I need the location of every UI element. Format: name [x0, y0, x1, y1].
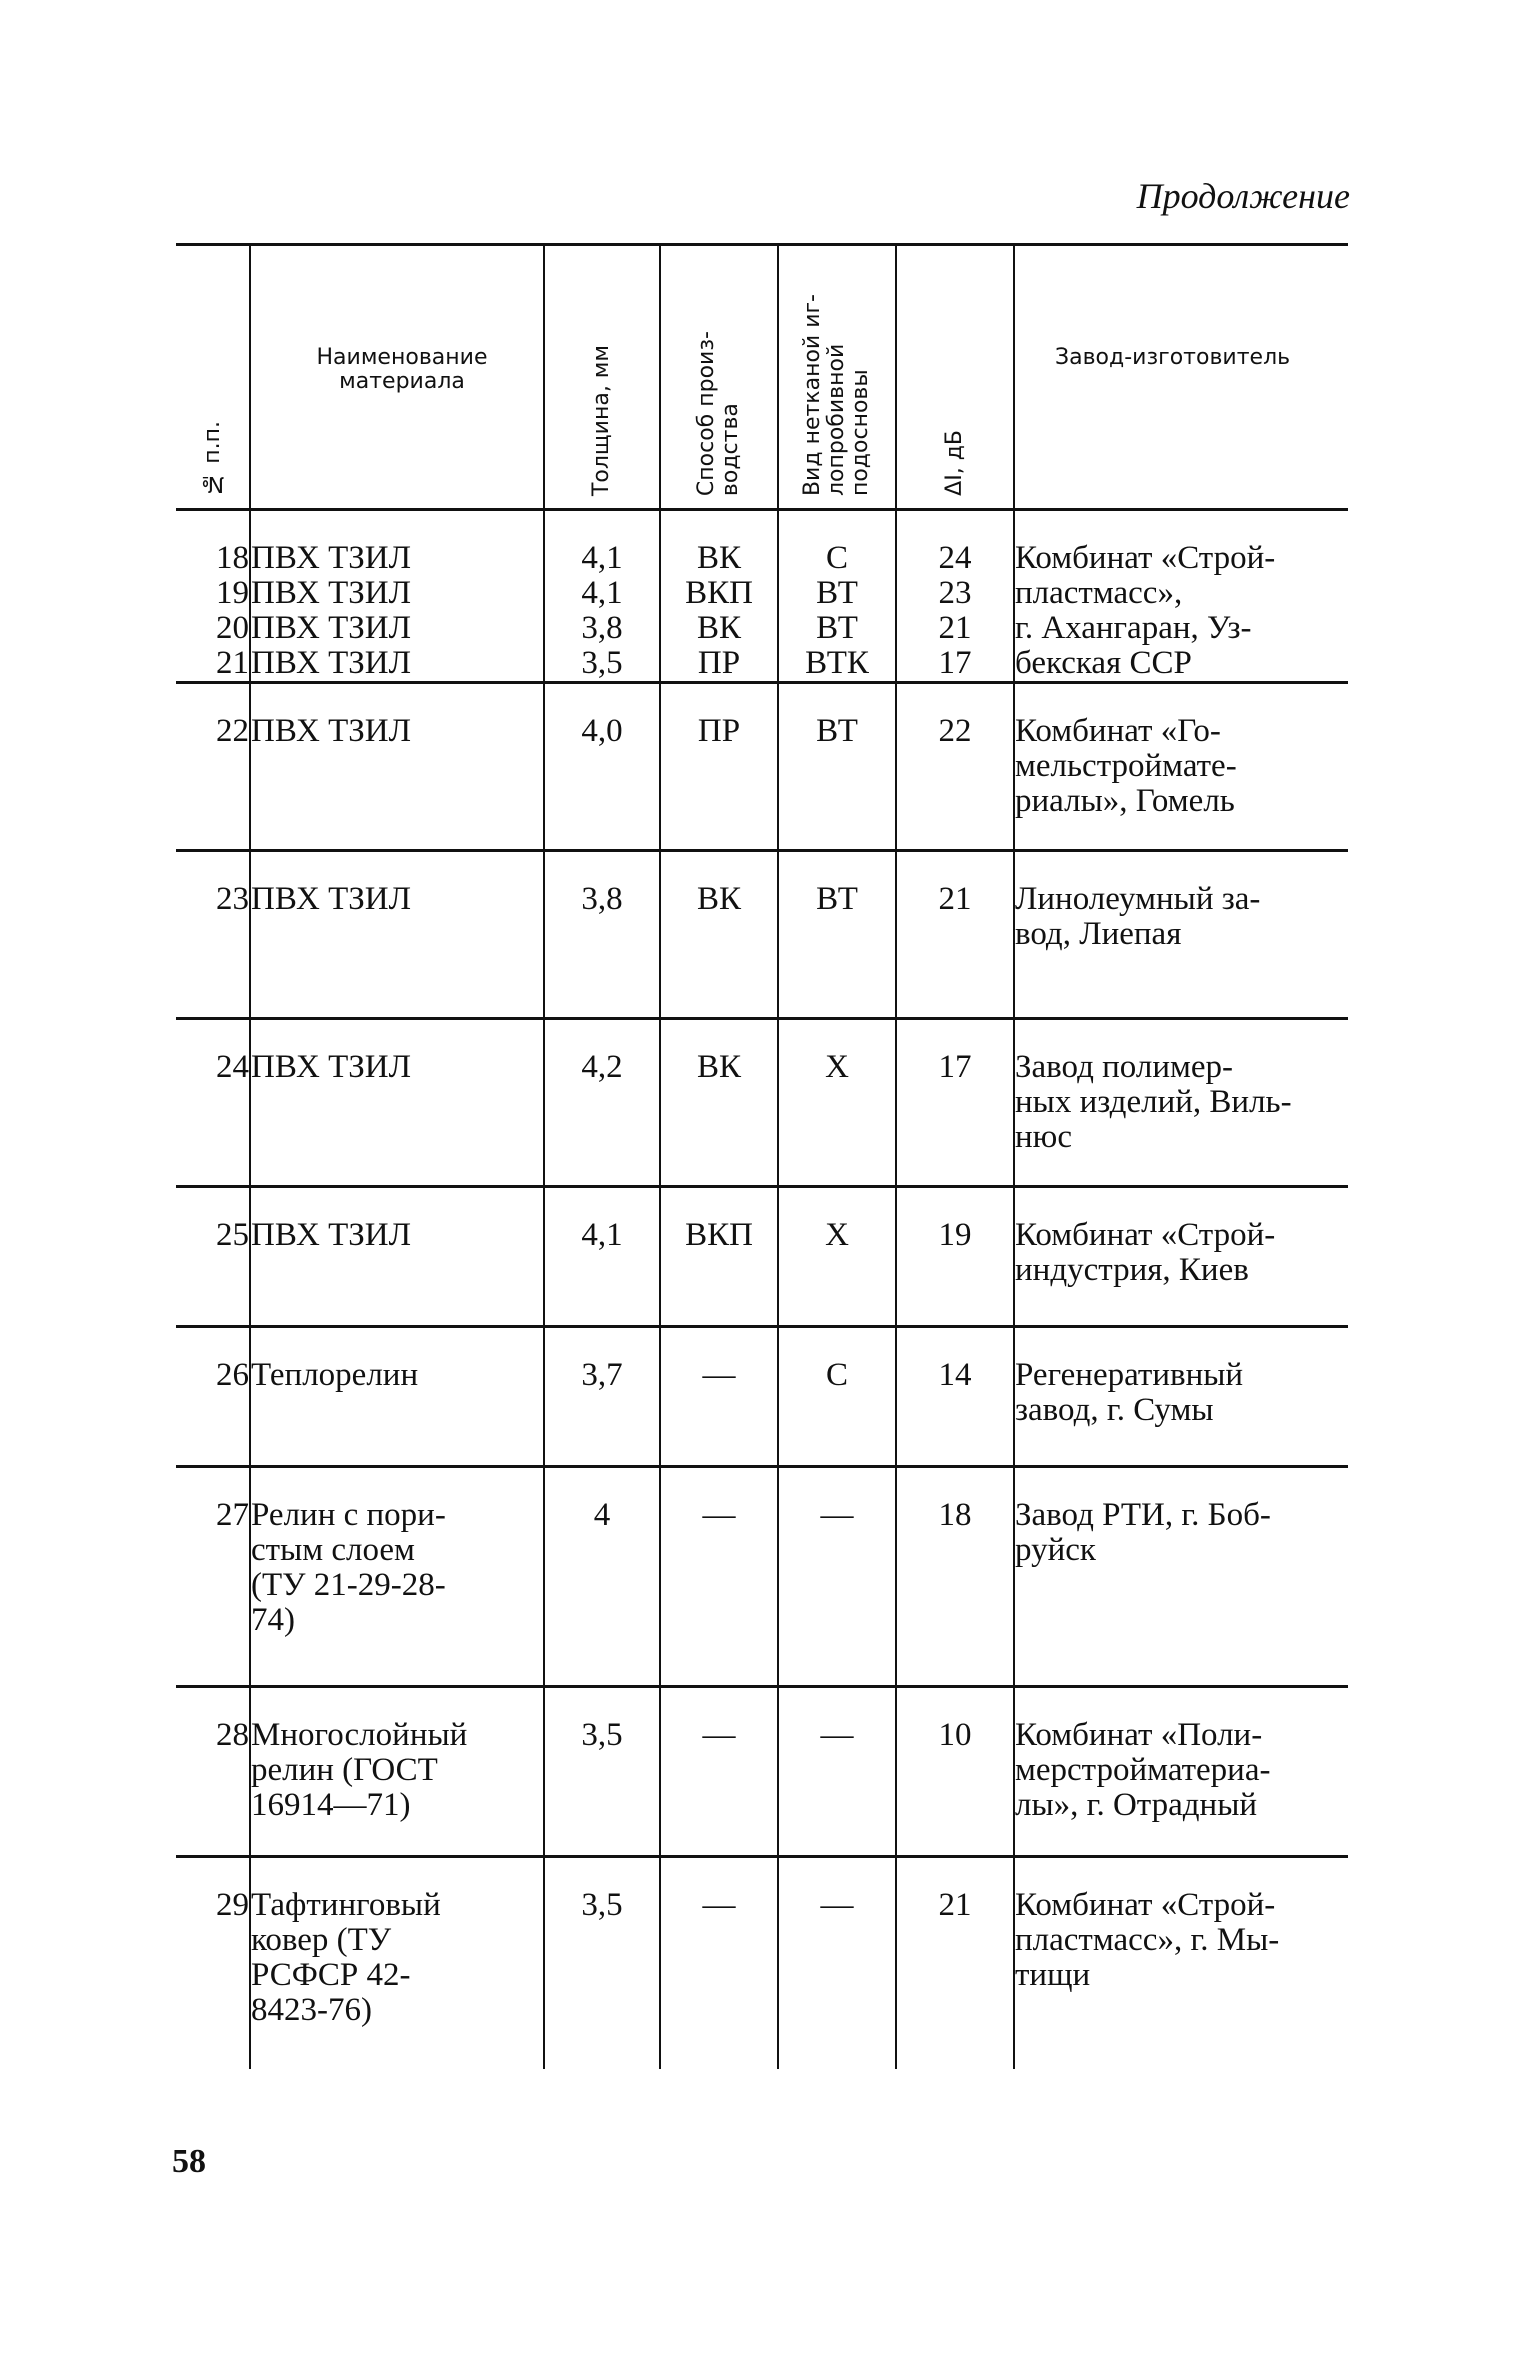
- table-row: [176, 683, 1348, 851]
- cell-factory: Комбинат «Строй- индустрия, Киев: [1014, 1187, 1348, 1327]
- header-num: № п.п.: [199, 421, 225, 496]
- cell-factory: Комбинат «Строй- пластмасс», г. Мы- тищи: [1014, 1857, 1348, 2069]
- cell-method: ВКП: [660, 1187, 778, 1327]
- materials-table: [176, 243, 1348, 2069]
- cell-method: —: [660, 1327, 778, 1467]
- cell-method: ВК: [660, 851, 778, 1019]
- cell-num: 27: [216, 1497, 249, 1533]
- header-name: Наименование материала: [250, 245, 544, 510]
- cell-num: 28: [216, 1717, 249, 1753]
- table-row: [176, 1467, 1348, 1687]
- cell-thickness: 4,2: [544, 1019, 660, 1187]
- header-base: Вид нетканой иг- лопробивной подосновы: [778, 245, 896, 510]
- cell-thickness: 4,1 4,1 3,8 3,5: [544, 510, 660, 683]
- cell-method: —: [660, 1467, 778, 1687]
- cell-name: ПВХ ТЗИЛ: [250, 683, 544, 851]
- cell-base: —: [778, 1467, 896, 1687]
- header-method: Способ произ- водства: [660, 245, 778, 510]
- cell-delta: 21: [896, 851, 1014, 1019]
- cell-delta: 10: [896, 1687, 1014, 1857]
- cell-factory: Комбинат «Поли- мерстройматериа- лы», г. Отрадный: [1014, 1687, 1348, 1857]
- table-row: [176, 510, 1348, 683]
- cell-base: Х: [778, 1187, 896, 1327]
- header-row: [176, 245, 1348, 510]
- cell-num: 26: [216, 1357, 249, 1393]
- cell-base: С: [778, 1327, 896, 1467]
- cell-factory: Линолеумный за- вод, Лиепая: [1014, 851, 1348, 1019]
- cell-method: ПР: [660, 683, 778, 851]
- cell-base: —: [778, 1687, 896, 1857]
- cell-num: 29: [216, 1887, 249, 1923]
- cell-base: ВТ: [778, 683, 896, 851]
- table-row: [176, 1687, 1348, 1857]
- cell-name: Теплорелин: [250, 1327, 544, 1467]
- cell-thickness: 4,1: [544, 1187, 660, 1327]
- cell-factory: Регенеративный завод, г. Сумы: [1014, 1327, 1348, 1467]
- cell-factory: Завод полимер- ных изделий, Виль- нюс: [1014, 1019, 1348, 1187]
- cell-name: ПВХ ТЗИЛ ПВХ ТЗИЛ ПВХ ТЗИЛ ПВХ ТЗИЛ: [250, 510, 544, 683]
- cell-factory: Комбинат «Го- мельстройматe- риалы», Гомель: [1014, 683, 1348, 851]
- cell-thickness: 3,5: [544, 1857, 660, 2069]
- header-delta: ΔI, дБ: [896, 245, 1014, 510]
- cell-num: 24: [216, 1049, 249, 1085]
- cell-num: 18 19 20 21: [216, 540, 249, 681]
- cell-delta: 24 23 21 17: [896, 510, 1014, 683]
- cell-delta: 19: [896, 1187, 1014, 1327]
- cell-name: Тафтинговый ковер (ТУ РСФСР 42- 8423-76): [250, 1857, 544, 2069]
- table-row: [176, 1857, 1348, 2069]
- table-row: [176, 1327, 1348, 1467]
- cell-thickness: 3,5: [544, 1687, 660, 1857]
- cell-factory: Завод РТИ, г. Боб- руйск: [1014, 1467, 1348, 1687]
- cell-delta: 14: [896, 1327, 1014, 1467]
- table-row: [176, 1019, 1348, 1187]
- cell-name: Многослойный релин (ГОСТ 16914—71): [250, 1687, 544, 1857]
- cell-name: ПВХ ТЗИЛ: [250, 1019, 544, 1187]
- cell-method: —: [660, 1687, 778, 1857]
- cell-thickness: 4,0: [544, 683, 660, 851]
- cell-num: 22: [216, 713, 249, 749]
- cell-factory: Комбинат «Строй- пластмасс», г. Ахангаран, Уз- бекская ССР: [1014, 510, 1348, 683]
- page-number: 58: [172, 2143, 206, 2180]
- cell-num: 23: [216, 881, 249, 917]
- continuation-label: Продолжение: [1136, 176, 1350, 216]
- cell-base: —: [778, 1857, 896, 2069]
- cell-name: ПВХ ТЗИЛ: [250, 1187, 544, 1327]
- cell-method: ВК ВКП ВК ПР: [660, 510, 778, 683]
- cell-method: —: [660, 1857, 778, 2069]
- cell-name: Релин с пори- стым слоем (ТУ 21-29-28- 74): [250, 1467, 544, 1687]
- cell-delta: 22: [896, 683, 1014, 851]
- cell-name: ПВХ ТЗИЛ: [250, 851, 544, 1019]
- cell-base: Х: [778, 1019, 896, 1187]
- cell-num: 25: [216, 1217, 249, 1253]
- cell-thickness: 3,7: [544, 1327, 660, 1467]
- cell-delta: 18: [896, 1467, 1014, 1687]
- table-row: [176, 1187, 1348, 1327]
- cell-base: С ВТ ВТ ВТК: [778, 510, 896, 683]
- cell-thickness: 3,8: [544, 851, 660, 1019]
- table-row: [176, 851, 1348, 1019]
- cell-method: ВК: [660, 1019, 778, 1187]
- header-factory: Завод-изготовитель: [1014, 245, 1348, 510]
- header-thickness: Толщина, мм: [544, 245, 660, 510]
- cell-delta: 21: [896, 1857, 1014, 2069]
- cell-base: ВТ: [778, 851, 896, 1019]
- cell-thickness: 4: [544, 1467, 660, 1687]
- cell-delta: 17: [896, 1019, 1014, 1187]
